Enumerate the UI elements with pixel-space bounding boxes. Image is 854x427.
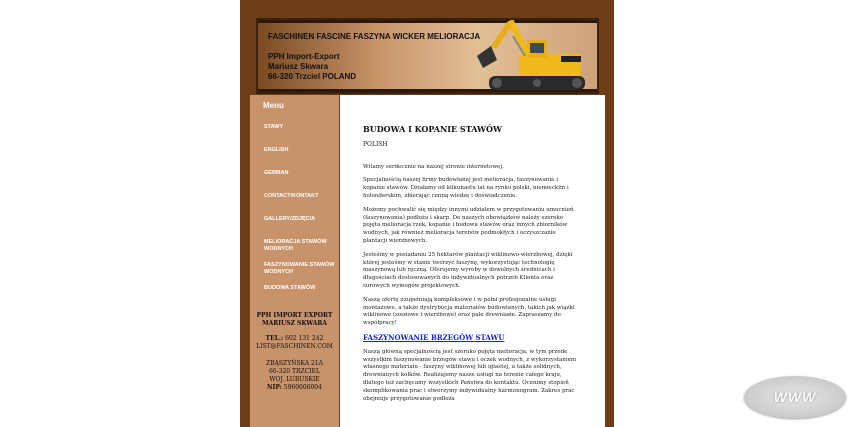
content-paragraph: Możemy pochwalić się między innymi udziałem w przygotowaniu umocnień (faszynowania) podłoża i skarp. Do naszych obowiązków należy szeroko pojęta melioracja rzek, kopanie i budowa stawów oraz innych zbiorników wodnych, jak również melioracja terenów podmokłych i oczyszczanie plantacji wierzbowych. <box>363 206 574 244</box>
contact-name: MARIUSZ SKWARA <box>261 320 328 327</box>
header-address <box>268 52 356 82</box>
content-paragraph: Witamy serdecznie na naszej stronie internetowej. <box>363 163 504 170</box>
contact-street: ZBĄSZYŃSKA 21A <box>266 360 323 367</box>
contact-company: PPH IMPORT EXPORT <box>256 312 333 319</box>
content-paragraph: Jesteśmy w posiadaniu 25 hektarów plantacji wiklinowo-wierzbowej, dzięki której jesteśmy w stanie tworzyć faszynę, wykorzystując technologię maszynową lub ręczną. Oferujemy wyroby w dowolnych średnicach i długościach dostosowanych do indywidualnych potrzeb Klienta oraz surowych wymogów projektowych. <box>363 251 573 289</box>
contact-phone-value: 602 131 242 <box>285 335 324 342</box>
faszynowanie-link[interactable]: FASZYNOWANIE BRZEGÓW STAWU <box>363 332 505 342</box>
sidebar-item-melioracja[interactable]: MELIORACJA STAWÓW WODNYCH <box>264 239 327 252</box>
header-owner: Mariusz Skwara <box>268 62 329 71</box>
content-paragraph: Specjalnością naszej firmy budowlanej jest melioracja, faszynowanie i kopanie stawów. Działamy od kilkunastu lat na rynku polski, niemieckim i holenderskim, zbierając cenną wiedzę i doświadczenie. <box>363 177 569 199</box>
sidebar-item-budowa[interactable]: BUDOWA STAWÓW <box>264 285 316 291</box>
language-label: POLISH <box>363 140 388 148</box>
menu-title: Menu <box>263 101 284 110</box>
contact-nip-label: NIP: <box>267 384 282 391</box>
sidebar <box>250 95 339 427</box>
www-badge-label: WWW <box>773 389 817 405</box>
content-paragraph: Naszą ofertę uzupełniają kompleksowe i w pełni profesjonalne usługi montażowe, a także dystrybucja materiałów budowlanych, takich jak wiązki wiklinowe (sosnowe i wierzbowe) oraz pale drewniane. Zapraszamy do współpracy! <box>363 296 575 327</box>
site-title: FASCHINEN FASCINE FASZYNA WICKER MELIORACJA <box>268 32 481 41</box>
www-badge[interactable] <box>744 376 846 418</box>
contact-nip-value: 5960006004 <box>283 384 322 391</box>
content-body <box>363 126 578 409</box>
contact-email[interactable]: LIST@FASCHINEN.COM <box>256 343 333 350</box>
main-content <box>340 95 605 427</box>
header-company: PPH Import-Export <box>268 52 340 61</box>
contact-city: 66-320 TRZCIEL <box>268 368 321 375</box>
page-title: BUDOWA I KOPANIE STAWÓW <box>363 124 502 134</box>
sidebar-item-contact[interactable]: CONTACT/KONTAKT <box>264 193 319 199</box>
sidebar-item-english[interactable]: ENGLISH <box>264 147 289 153</box>
sidebar-item-faszynowanie[interactable]: FASZYNOWANIE STAWÓW WODNYCH <box>264 262 335 275</box>
sidebar-item-german[interactable]: GERMAN <box>264 170 289 176</box>
header-city: 66-320 Trzciel POLAND <box>268 72 357 81</box>
sidebar-item-stawy[interactable]: STAWY <box>264 124 284 130</box>
contact-phone <box>250 335 339 343</box>
site-header <box>256 18 599 94</box>
contact-phone-label: TEL.: <box>265 335 284 342</box>
contact-nip <box>250 384 339 392</box>
sidebar-item-gallery[interactable]: GALLERY/ZDJĘCIA <box>264 216 316 222</box>
contact-region: WOJ. LUBUSKIE <box>269 376 320 383</box>
content-paragraph: Naszą główną specjalnością jest szeroko pojęta melioracja, w tym przede wszystkim faszynowanie brzegów stawu i oczek wodnych, z wykorzystaniem własnego materiału - faszyny wiklinowej lub iglastej, a także solidnych, drewnianych kołków. Realizujemy nasze usługi na terenie całego kraju, dlatego też zachęcamy wszystkich Państwa do kontaktu. Ocenimy stopień skomplikowania prac i stworzymy indywidualny harmonogram. Zakres prac obejmuje przygotowanie podłoża <box>363 348 577 402</box>
excavator-icon <box>469 18 593 94</box>
